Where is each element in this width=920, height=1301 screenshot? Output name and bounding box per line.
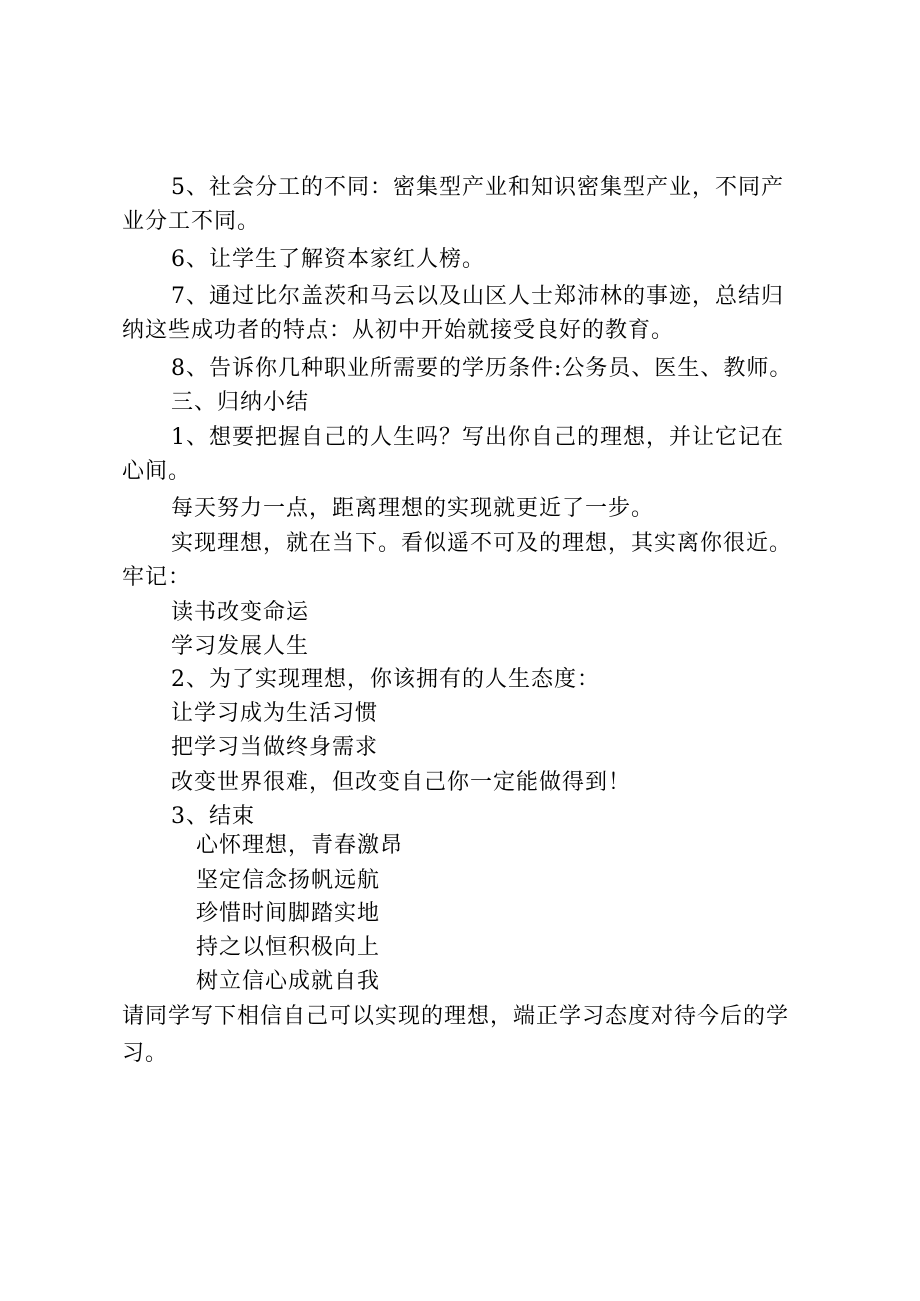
text-line-read-books: 读书改变命运 — [171, 600, 310, 625]
verse-line-4: 持之以恒积极向上 — [196, 935, 381, 960]
text-line-habit: 让学习成为生活习惯 — [171, 701, 379, 726]
text-line-closing: 请同学写下相信自己可以实现的理想，端正学习态度对待今后的学 — [122, 1004, 790, 1029]
text-line-summary-1: 1、想要把握自己的人生吗？写出你自己的理想，并让它记在 — [171, 425, 784, 450]
text-line-effort: 每天努力一点，距离理想的实现就更近了一步。 — [171, 496, 655, 521]
text-line-summary-2: 2、为了实现理想，你该拥有的人生态度： — [171, 667, 600, 692]
text-line-summary-3: 3、结束 — [171, 804, 255, 829]
text-line-7: 7、通过比尔盖茨和马云以及山区人士郑沛林的事迹，总结归 — [171, 284, 784, 309]
text-line-learning-life: 学习发展人生 — [171, 634, 310, 659]
text-line-change-self: 改变世界很难，但改变自己你一定能做得到！ — [171, 770, 632, 795]
section-heading-summary: 三、归纳小结 — [171, 390, 310, 415]
verse-line-3: 珍惜时间脚踏实地 — [196, 901, 381, 926]
text-line-remember: 牢记： — [122, 565, 192, 590]
text-line-lifelong: 把学习当做终身需求 — [171, 735, 379, 760]
text-line-5-continued: 业分工不同。 — [122, 209, 261, 234]
verse-line-5: 树立信心成就自我 — [196, 969, 381, 994]
text-line-5-social-division: 5、社会分工的不同：密集型产业和知识密集型产业，不同产 — [171, 175, 784, 200]
text-line-realize-now: 实现理想，就在当下。看似遥不可及的理想，其实离你很近。 — [171, 531, 793, 556]
text-line-7-continued: 纳这些成功者的特点：从初中开始就接受良好的教育。 — [122, 318, 675, 343]
text-line-summary-1-continued: 心间。 — [122, 459, 192, 484]
text-line-8: 8、告诉你几种职业所需要的学历条件:公务员、医生、教师。 — [171, 356, 793, 381]
text-line-6: 6、让学生了解资本家红人榜。 — [171, 247, 485, 272]
verse-line-2: 坚定信念扬帆远航 — [196, 868, 381, 893]
text-line-closing-continued: 习。 — [122, 1041, 169, 1066]
verse-line-1: 心怀理想，青春激昂 — [196, 833, 404, 858]
